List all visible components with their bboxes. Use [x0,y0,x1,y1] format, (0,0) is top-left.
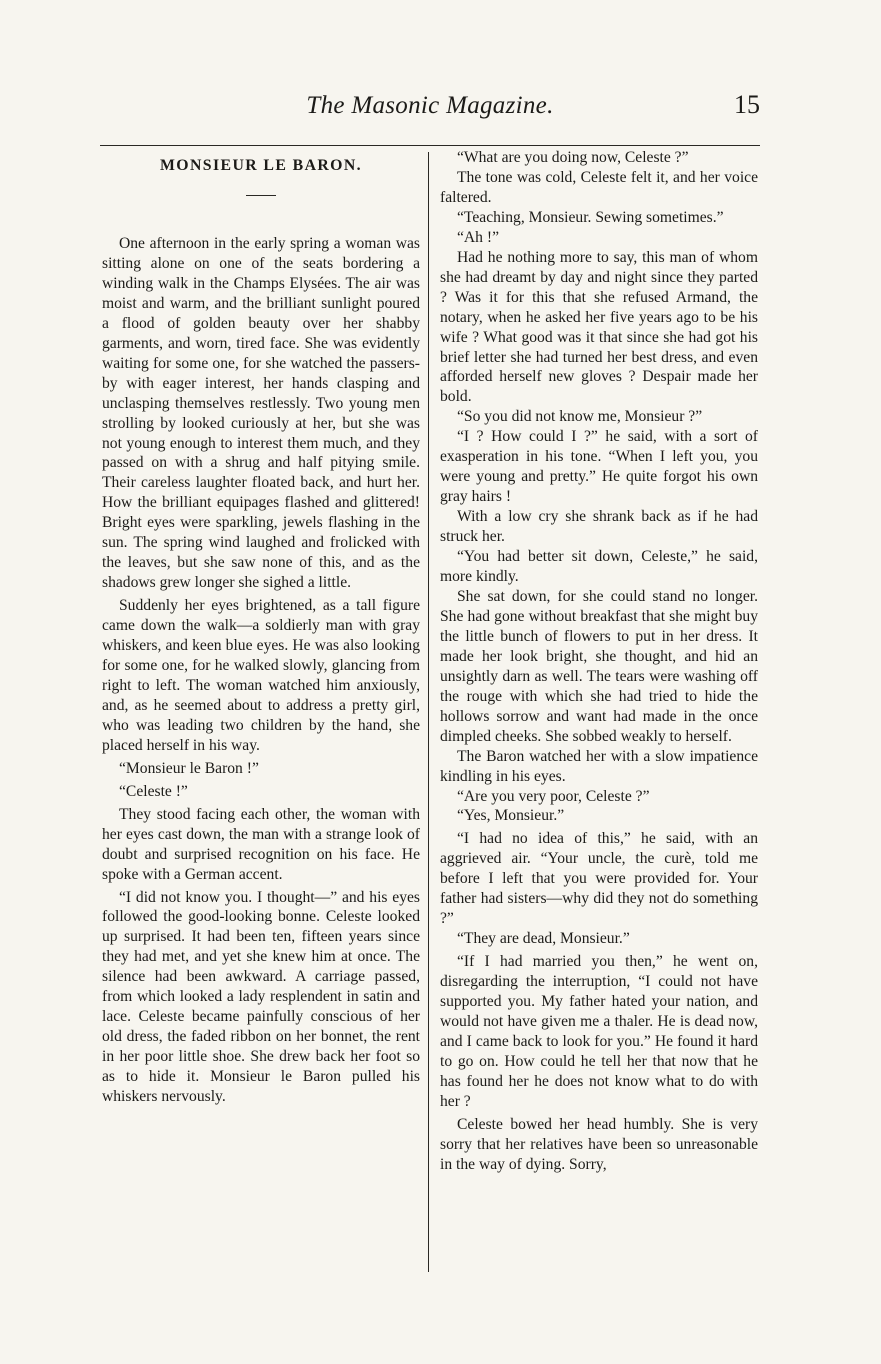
paragraph: Celeste bowed her head humbly. She is very sorry that her relatives have been so unreasonable in the way of dying. Sorry, [440,1115,758,1173]
paragraph: “Celeste !” [119,782,188,800]
paragraph: “If I had married you then,” he went on, disregarding the interruption, “I could not have supported you. My father hated your nation, and would not have given me a thaler. He is dead now, and I came back to look for you.” He found it hard to go on. How could he tell her that now that he has found her he does not know what to do with her ? [440,953,758,1110]
paragraph: “They are dead, Monsieur.” [457,930,630,948]
article-title: MONSIEUR LE BARON. [159,157,363,174]
paragraph: “I ? How could I ?” he said, with a sort of exasperation in his tone. “When I left you, you were young and pretty.” He quite forgot his own gray hairs ! [440,428,758,506]
paragraph: They stood facing each other, the woman with her eyes cast down, the man with a strange look of doubt and surprised recognition on his face. He spoke with a German accent. [102,805,420,883]
paragraph: “I had no idea of this,” he said, with an aggrieved air. “Your uncle, the curè, told me before I left that you were provided for. Your father had sisters—why did they not do something ?” [440,830,758,928]
paragraph: She sat down, for she could stand no longer. She had gone without breakfast that she might buy the little bunch of flowers to put in her dress. It made her look bright, she thought, and hid an unsightly darn as well. The tears were washing off the rouge with which she had tried to hide the hollows sorrow and want had made in the once dimpled cheeks. She sobbed weakly to herself. [440,587,758,745]
paragraph: “Ah !” [457,228,499,246]
paragraph: “Teaching, Monsieur. Sewing sometimes.” [457,208,724,226]
paragraph: “So you did not know me, Monsieur ?” [457,408,703,426]
paragraph: “You had better sit down, Celeste,” he said, more kindly. [440,548,758,586]
left-column [102,148,420,1107]
page-header [100,92,760,126]
paragraph: “Yes, Monsieur.” [457,807,565,825]
paragraph: Suddenly her eyes brightened, as a tall figure came down the walk—a soldierly man with gray whiskers, and keen blue eyes. He was also looking for some one, for he walked slowly, glancing from right to left. The woman watched him anxiously, and, as he seemed about to address a pretty girl, who was leading two children by the hand, she placed herself in his way. [102,597,420,754]
page-number: 15 [734,90,760,119]
paragraph: One afternoon in the early spring a woman was sitting alone on one of the seats bordering a winding walk in the Champs Elysées. The air was moist and warm, and the brilliant sunlight poured a flood of golden beauty over her shabby garments, and worn, tired face. She was evidently waiting for some one, for she watched the passers-by with eager interest, her hands clasping and unclasping themselves restlessly. Two young men strolling by looked curiously at her, but she was not young enough to interest them much, and they passed on with a shrug and half pitying smile. Their careless laughter floated back, and hurt her. How the brilliant equipages flashed and glittered! Bright eyes were sparkling, jewels flashing in the sun. The spring wind laughed and frolicked with the leaves, but she saw none of this, and as the shadows grew longer she sighed a little. [102,235,420,592]
running-title: The Masonic Magazine. [306,92,554,119]
paragraph: The tone was cold, Celeste felt it, and her voice faltered. [440,168,758,206]
column-divider [428,152,429,1272]
paragraph: The Baron watched her with a slow impatience kindling in his eyes. [440,747,758,785]
paragraph: Had he nothing more to say, this man of whom she had dreamt by day and night since they parted ? Was it for this that she refused Armand, the notary, when he asked her five years ago to be his wife ? What good was it that since she had got his brief letter she had turned her best dress, and even afforded herself new gloves ? Despair made her bold. [440,248,758,406]
paragraph: “I did not know you. I thought—” and his eyes followed the good-looking bonne. Celeste looked up surprised. It had been ten, fifteen years since they had met, and yet she knew him at once. The silence had been awkward. A carriage passed, from which looked a lady resplendent in satin and lace. Celeste became painfully conscious of her old dress, the faded ribbon on her bonnet, the rent in her poor little shoe. She drew back her foot so as to hide it. Monsieur le Baron pulled his whiskers nervously. [102,888,420,1106]
header-rule [100,145,760,146]
title-rule [246,195,276,196]
paragraph: “What are you doing now, Celeste ?” [457,149,689,166]
paragraph: “Monsieur le Baron !” [119,759,259,777]
paragraph: With a low cry she shrank back as if he had struck her. [440,508,758,546]
paragraph: “Are you very poor, Celeste ?” [457,787,650,805]
right-column [440,148,758,1175]
